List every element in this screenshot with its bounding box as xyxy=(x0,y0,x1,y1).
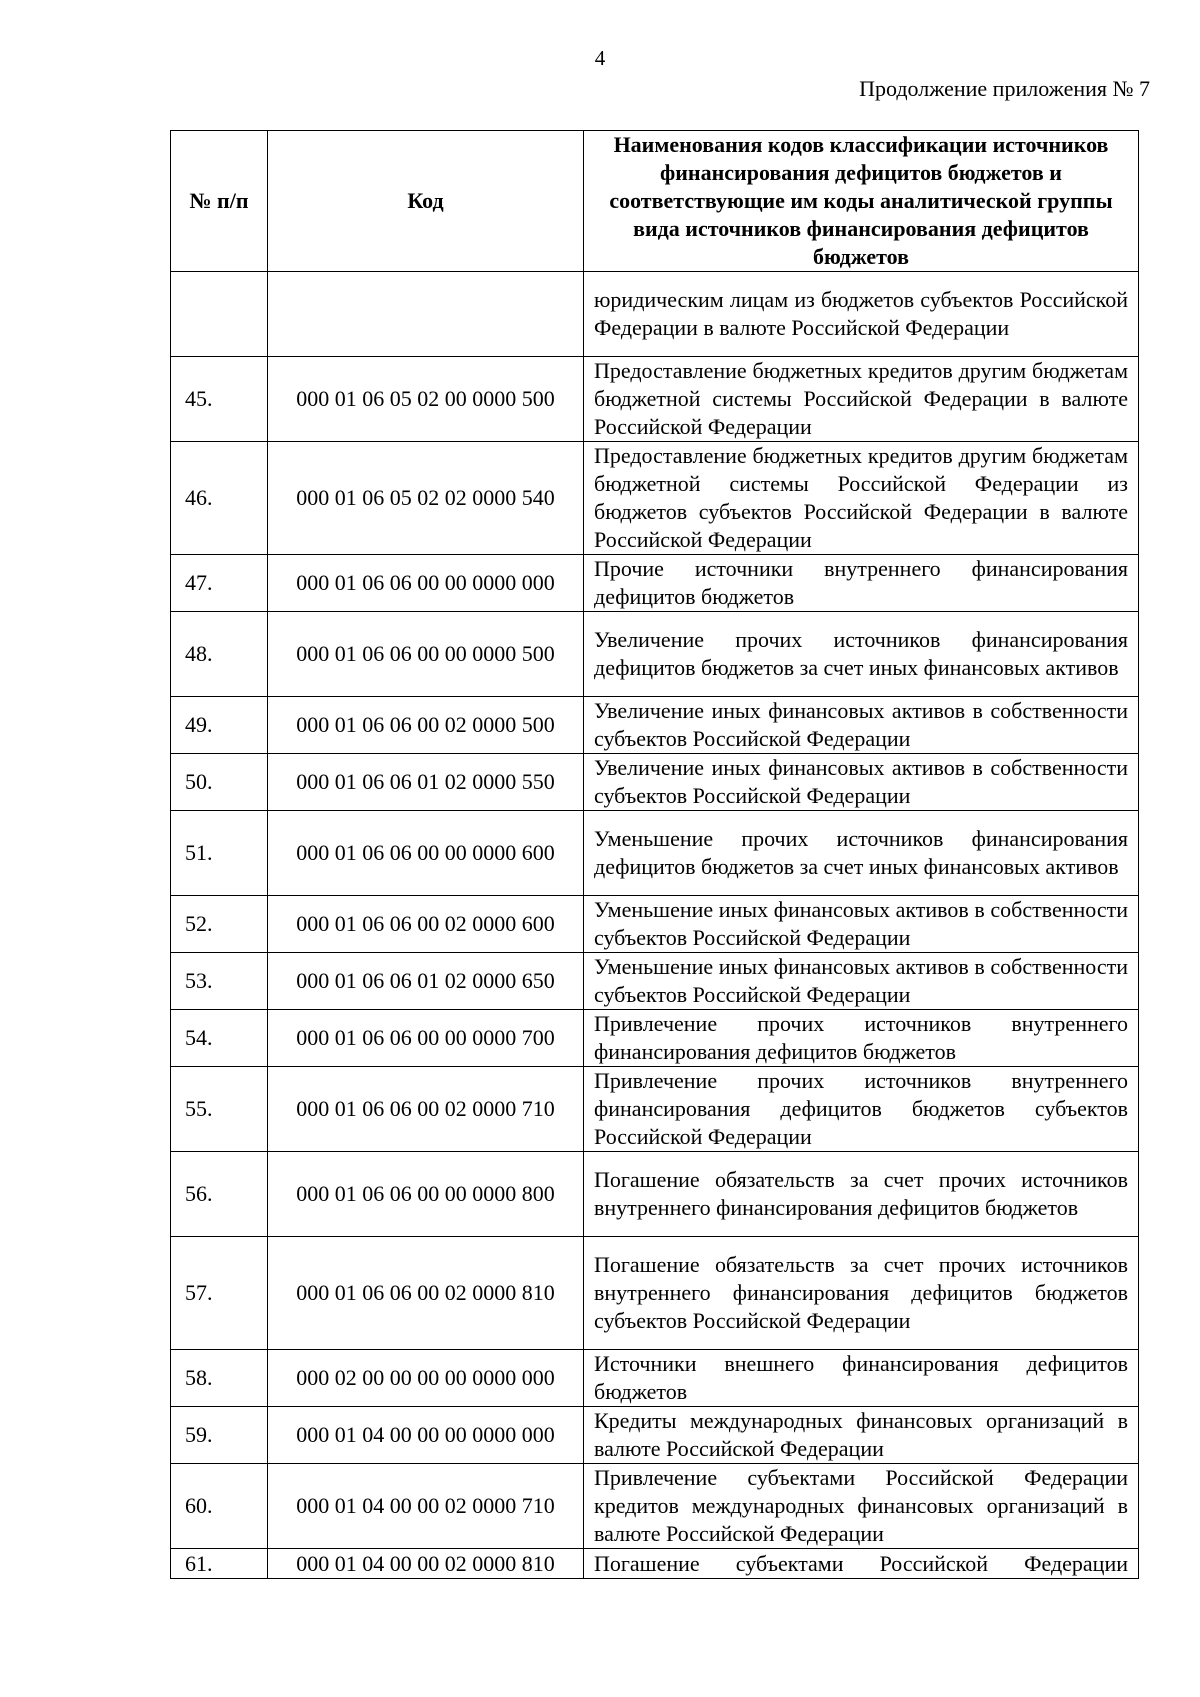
row-description: Увеличение иных финансовых активов в собственности субъектов Российской Федерации xyxy=(584,754,1139,811)
table-row xyxy=(171,442,1139,555)
row-code: 000 01 06 05 02 00 0000 500 xyxy=(268,357,584,442)
row-description: Привлечение прочих источников внутреннего финансирования дефицитов бюджетов xyxy=(584,1010,1139,1067)
column-header-number: № п/п xyxy=(171,131,268,272)
row-description: Погашение обязательств за счет прочих источников внутреннего финансирования дефицитов бюджетов xyxy=(584,1152,1139,1237)
table-row xyxy=(171,754,1139,811)
table-row xyxy=(171,1350,1139,1407)
row-code: 000 01 06 05 02 02 0000 540 xyxy=(268,442,584,555)
row-number: 50. xyxy=(171,754,268,811)
row-description: Увеличение прочих источников финансирования дефицитов бюджетов за счет иных финансовых активов xyxy=(584,612,1139,697)
row-number: 46. xyxy=(171,442,268,555)
row-description: Кредиты международных финансовых организаций в валюте Российской Федерации xyxy=(584,1407,1139,1464)
row-code: 000 01 06 06 00 02 0000 600 xyxy=(268,896,584,953)
row-description: Погашение обязательств за счет прочих источников внутреннего финансирования дефицитов бюджетов субъектов Российской Федерации xyxy=(584,1237,1139,1350)
row-number: 48. xyxy=(171,612,268,697)
row-description: Уменьшение иных финансовых активов в собственности субъектов Российской Федерации xyxy=(584,953,1139,1010)
table-row xyxy=(171,1010,1139,1067)
row-number: 58. xyxy=(171,1350,268,1407)
table-row xyxy=(171,697,1139,754)
table-row xyxy=(171,1067,1139,1152)
column-header-code: Код xyxy=(268,131,584,272)
row-description: Уменьшение прочих источников финансирования дефицитов бюджетов за счет иных финансовых активов xyxy=(584,811,1139,896)
row-description: юридическим лицам из бюджетов субъектов Российской Федерации в валюте Российской Федерации xyxy=(584,272,1139,357)
row-code: 000 01 06 06 00 02 0000 500 xyxy=(268,697,584,754)
row-number: 54. xyxy=(171,1010,268,1067)
row-number: 52. xyxy=(171,896,268,953)
row-number: 60. xyxy=(171,1464,268,1549)
row-description: Прочие источники внутреннего финансирования дефицитов бюджетов xyxy=(584,555,1139,612)
row-number: 57. xyxy=(171,1237,268,1350)
row-code xyxy=(268,272,584,357)
row-number xyxy=(171,272,268,357)
table-row xyxy=(171,1237,1139,1350)
row-number: 59. xyxy=(171,1407,268,1464)
row-description: Уменьшение иных финансовых активов в собственности субъектов Российской Федерации xyxy=(584,896,1139,953)
row-code: 000 01 06 06 00 00 0000 600 xyxy=(268,811,584,896)
table-row xyxy=(171,612,1139,697)
row-code: 000 01 04 00 00 02 0000 710 xyxy=(268,1464,584,1549)
row-number: 51. xyxy=(171,811,268,896)
row-number: 47. xyxy=(171,555,268,612)
row-description: Источники внешнего финансирования дефицитов бюджетов xyxy=(584,1350,1139,1407)
appendix-continuation-label: Продолжение приложения № 7 xyxy=(859,76,1150,101)
row-code: 000 01 04 00 00 02 0000 810 xyxy=(268,1549,584,1579)
row-code: 000 01 06 06 00 02 0000 710 xyxy=(268,1067,584,1152)
row-number: 55. xyxy=(171,1067,268,1152)
row-description: Увеличение иных финансовых активов в собственности субъектов Российской Федерации xyxy=(584,697,1139,754)
table-row xyxy=(171,272,1139,357)
table-header-row xyxy=(171,131,1139,272)
table-row xyxy=(171,1464,1139,1549)
table-row xyxy=(171,357,1139,442)
table-row xyxy=(171,896,1139,953)
row-number: 49. xyxy=(171,697,268,754)
row-number: 45. xyxy=(171,357,268,442)
row-code: 000 01 06 06 00 00 0000 700 xyxy=(268,1010,584,1067)
row-description: Погашение субъектами Российской Федерации xyxy=(584,1549,1139,1579)
table-row xyxy=(171,1549,1139,1579)
table-row xyxy=(171,1152,1139,1237)
table-row xyxy=(171,555,1139,612)
column-header-name: Наименования кодов классификации источников финансирования дефицитов бюджетов и соответствующие им коды аналитической группы вида источников финансирования дефицитов бюджетов xyxy=(584,131,1139,272)
row-code: 000 01 06 06 01 02 0000 650 xyxy=(268,953,584,1010)
row-description: Предоставление бюджетных кредитов другим бюджетам бюджетной системы Российской Федерации из бюджетов субъектов Российской Федерации в валюте Российской Федерации xyxy=(584,442,1139,555)
row-description: Привлечение прочих источников внутреннего финансирования дефицитов бюджетов субъектов Российской Федерации xyxy=(584,1067,1139,1152)
table-row xyxy=(171,811,1139,896)
row-number: 56. xyxy=(171,1152,268,1237)
row-code: 000 01 06 06 00 00 0000 000 xyxy=(268,555,584,612)
classification-table xyxy=(170,130,1139,1579)
row-description: Предоставление бюджетных кредитов другим бюджетам бюджетной системы Российской Федерации в валюте Российской Федерации xyxy=(584,357,1139,442)
table-row xyxy=(171,953,1139,1010)
page-number: 4 xyxy=(594,46,606,70)
row-code: 000 01 06 06 01 02 0000 550 xyxy=(268,754,584,811)
row-number: 61. xyxy=(171,1549,268,1579)
row-code: 000 01 06 06 00 00 0000 500 xyxy=(268,612,584,697)
table-row xyxy=(171,1407,1139,1464)
row-code: 000 01 06 06 00 00 0000 800 xyxy=(268,1152,584,1237)
row-number: 53. xyxy=(171,953,268,1010)
row-code: 000 02 00 00 00 00 0000 000 xyxy=(268,1350,584,1407)
row-code: 000 01 06 06 00 02 0000 810 xyxy=(268,1237,584,1350)
row-description: Привлечение субъектами Российской Федерации кредитов международных финансовых организаций в валюте Российской Федерации xyxy=(584,1464,1139,1549)
row-code: 000 01 04 00 00 00 0000 000 xyxy=(268,1407,584,1464)
